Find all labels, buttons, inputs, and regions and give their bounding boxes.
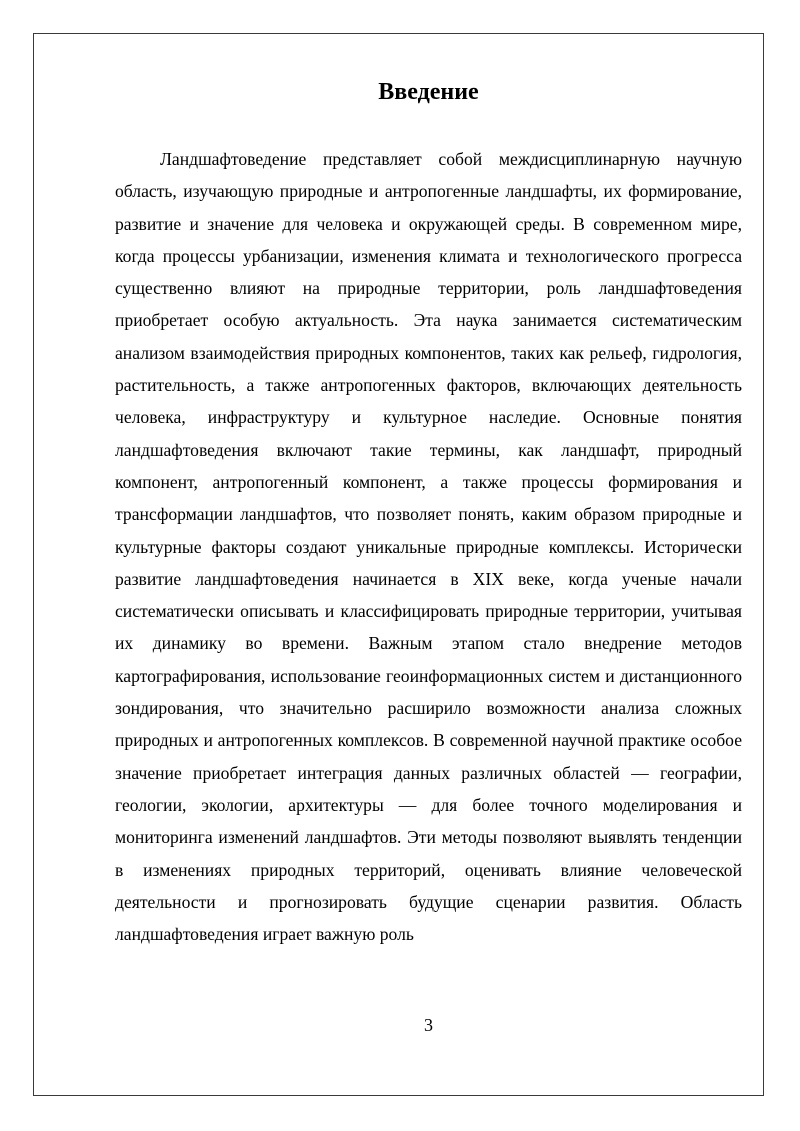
page-number: 3 — [424, 1015, 433, 1035]
body-paragraph: Ландшафтоведение представляет собой междисциплинарную научную область, изучающую природные и антропогенные ландшафты, их формирование, развитие и значение для человека и окружающей среды. В современном мире, когда процессы урбанизации, изменения климата и технологического прогресса существенно влияют на природные территории, роль ландшафтоведения приобретает особую актуальность. Эта наука занимается систематическим анализом взаимодействия природных компонентов, таких как рельеф, гидрология, растительность, а также антропогенных факторов, включающих деятельность человека, инфраструктуру и культурное наследие. Основные понятия ландшафтоведения включают такие термины, как ландшафт, природный компонент, антропогенный компонент, а также процессы формирования и трансформации ландшафтов, что позволяет понять, каким образом природные и культурные факторы создают уникальные природные комплексы. Исторически развитие ландшафтоведения начинается в XIX веке, когда ученые начали систематически описывать и классифицировать природные территории, учитывая их динамику во времени. Важным этапом стало внедрение методов картографирования, использование геоинформационных систем и дистанционного зондирования, что значительно расширило возможности анализа сложных природных и антропогенных комплексов. В современной научной практике особое значение приобретает интеграция данных различных областей — географии, геологии, экологии, архитектуры — для более точного моделирования и мониторинга изменений ландшафтов. Эти методы позволяют выявлять тенденции в изменениях природных территорий, оценивать влияние человеческой деятельности и прогнозировать будущие сценарии развития. Область ландшафтоведения играет важную роль — [115, 149, 742, 945]
document-title: Введение — [378, 79, 479, 105]
